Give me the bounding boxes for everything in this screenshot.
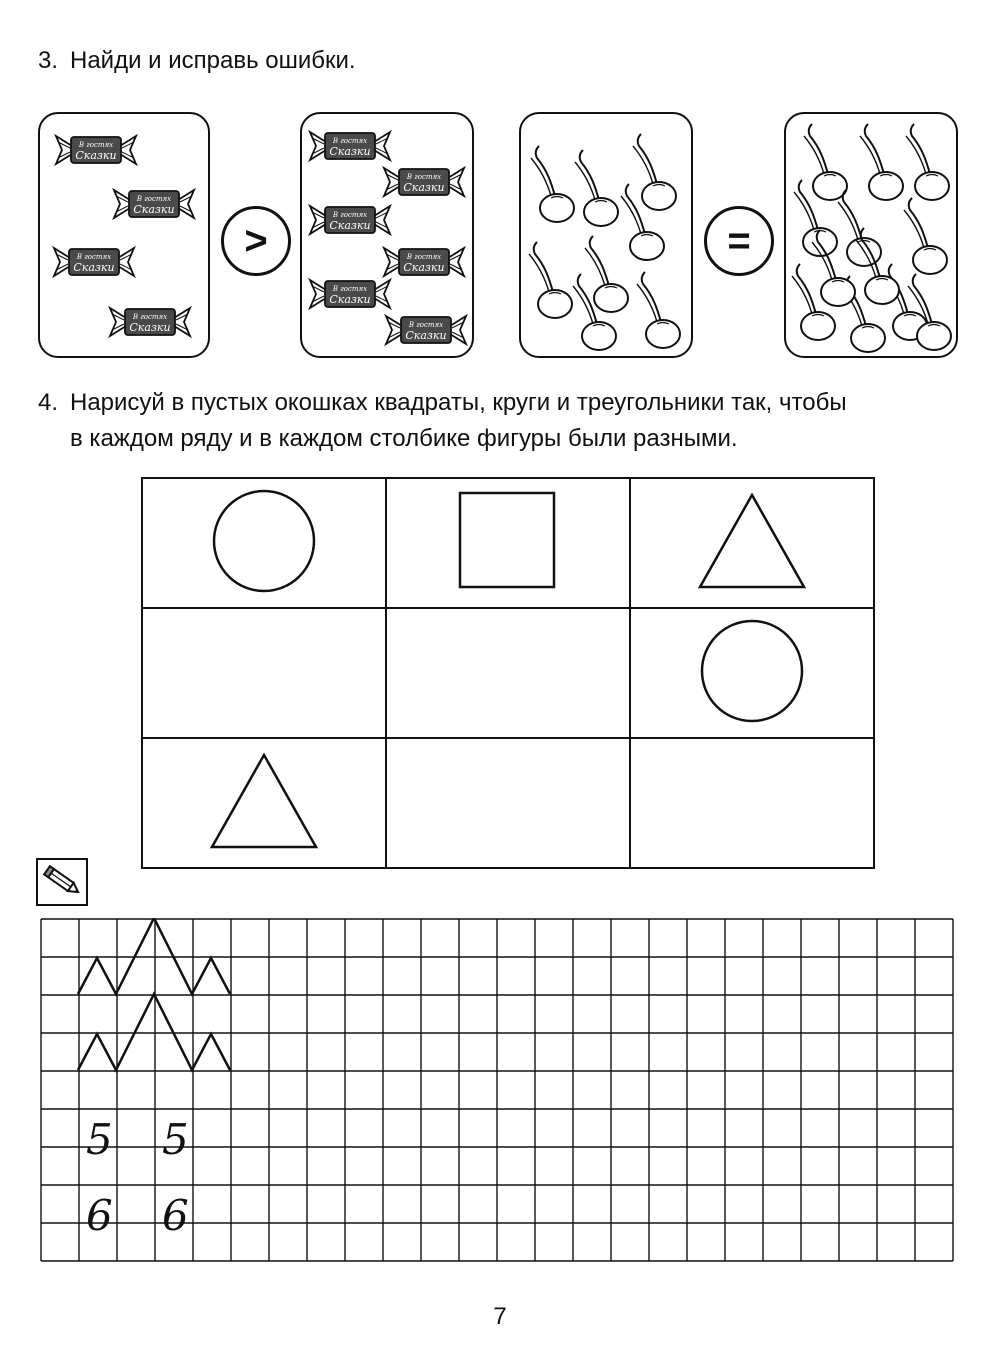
sample-digit: 5 — [86, 1115, 113, 1164]
candy-box-right — [300, 112, 474, 358]
equals-sign: = — [704, 206, 774, 276]
zigzag-pattern — [78, 994, 230, 1070]
sample-digit: 6 — [86, 1191, 113, 1240]
shape-row — [142, 478, 874, 608]
candy-icon — [54, 132, 138, 168]
sample-digit: 6 — [162, 1191, 189, 1240]
pencil-icon — [38, 860, 86, 904]
copybook-grid[interactable] — [40, 918, 954, 1274]
shape-cell[interactable] — [142, 738, 386, 868]
triangle-icon — [696, 491, 808, 591]
candy-icon — [112, 186, 196, 222]
candy-icon — [52, 244, 136, 280]
shape-cell-empty[interactable] — [630, 738, 874, 868]
greater-than-sign: > — [221, 206, 291, 276]
task4-number: 4. — [38, 389, 59, 416]
candy-icon — [382, 164, 466, 200]
pencil-badge — [36, 858, 88, 906]
shape-cell-empty[interactable] — [386, 608, 630, 738]
cherry-icon — [904, 264, 964, 354]
triangle-icon — [208, 751, 320, 851]
sample-digit: 5 — [162, 1115, 189, 1164]
task3-text: Найди и исправь ошибки. — [70, 47, 356, 74]
shape-cell[interactable] — [630, 478, 874, 608]
candy-icon — [108, 304, 192, 340]
cherry-icon — [569, 264, 629, 354]
cherry-box-left — [519, 112, 693, 358]
page-number: 7 — [493, 1303, 507, 1330]
shape-grid — [141, 477, 875, 869]
square-icon — [458, 491, 558, 591]
shape-row — [142, 608, 874, 738]
task4-line1: Нарисуй в пустых окошках квадраты, круги и треугольники так, чтобы — [70, 389, 847, 416]
shape-cell[interactable] — [630, 608, 874, 738]
candy-box-left — [38, 112, 210, 358]
candy-icon — [308, 128, 392, 164]
candy-icon — [384, 312, 468, 348]
candy-icon — [308, 276, 392, 312]
shape-cell[interactable] — [386, 478, 630, 608]
shape-cell[interactable] — [142, 478, 386, 608]
task3-heading — [38, 44, 356, 78]
shape-cell-empty[interactable] — [386, 738, 630, 868]
cherry-icon — [808, 220, 868, 310]
zigzag-pattern — [78, 918, 230, 994]
candy-icon — [382, 244, 466, 280]
candy-icon — [308, 202, 392, 238]
circle-icon — [697, 616, 807, 726]
task4-heading-cont — [38, 422, 738, 456]
circle-icon — [209, 486, 319, 596]
task3-number: 3. — [38, 47, 59, 74]
shape-row — [142, 738, 874, 868]
shape-cell-empty[interactable] — [142, 608, 386, 738]
task4-line2: в каждом ряду и в каждом столбике фигуры были разными. — [70, 425, 738, 452]
cherry-icon — [633, 262, 693, 352]
task4-heading — [38, 386, 847, 420]
cherry-box-right — [784, 112, 958, 358]
